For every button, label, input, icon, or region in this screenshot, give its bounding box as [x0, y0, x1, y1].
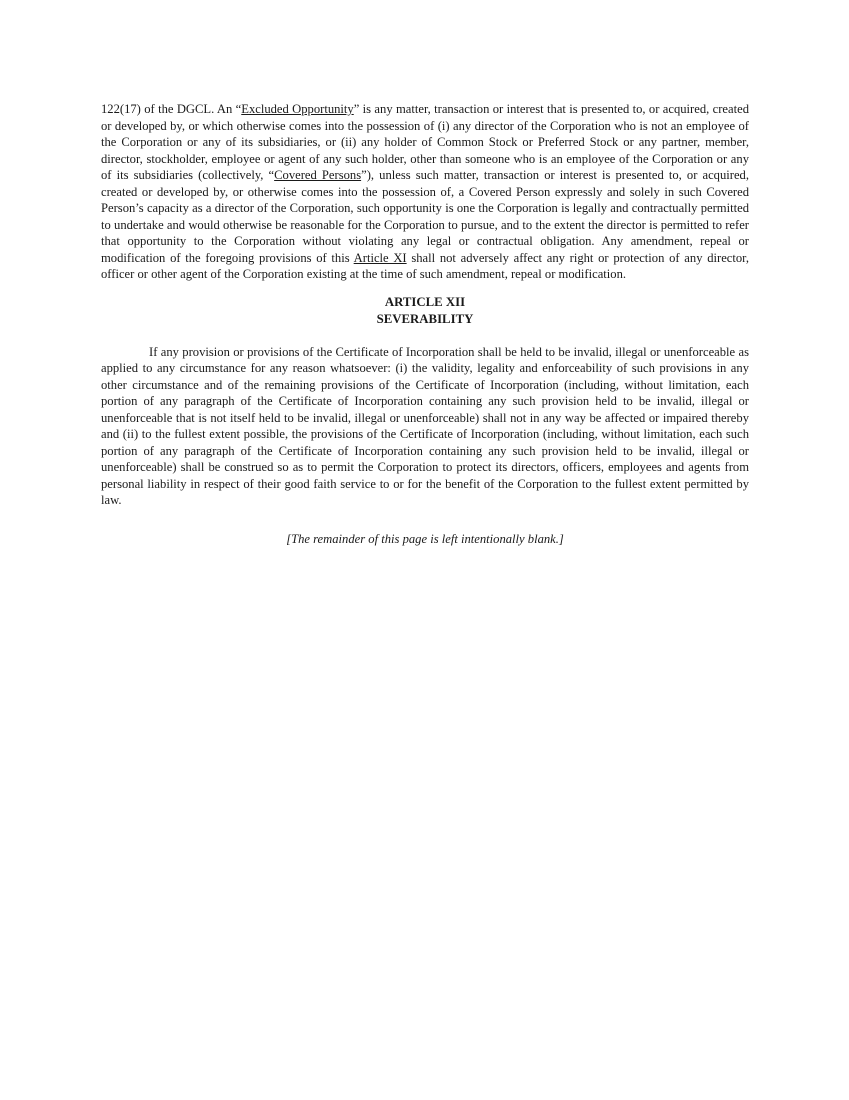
severability-paragraph: If any provision or provisions of the Certificate of Incorporation shall be held to be invalid, illegal or unenforceable as applied to any circumstance for any reason whatsoever: (i) the validity, legality and enforceability of such provisions in any other circumstance and of the remaining provisions of the Certificate of Incorporation (including, without limitation, each portion of any paragraph of the Certificate of Incorporation containing any such provision held to be invalid, illegal or unenforceable that is not itself held to be invalid, illegal or unenforceable) shall not in any way be affected or impaired thereby and (ii) to the fullest extent possible, the provisions of the Certificate of Incorporation (including, without limitation, each such portion of any paragraph of the Certificate of Incorporation containing any such provision held to be invalid, illegal or unenforceable) shall be construed so as to permit the Corporation to protect its directors, officers, employees and agents from personal liability in respect of their good faith service to or for the benefit of the Corporation to the fullest extent permitted by law.	[101, 344, 749, 507]
article-number: ARTICLE XII	[384, 294, 466, 309]
excluded-opportunity-term: Excluded Opportunity	[241, 102, 354, 116]
text-segment: shall not adversely affect any right or protection of any director, officer or other agent of the Corporation existing at the time of such amendment, repeal or modification.	[101, 250, 750, 281]
text-segment: 122(17) of the DGCL. An “	[101, 102, 242, 116]
document-page	[101, 101, 749, 560]
covered-persons-term: Covered Persons	[274, 168, 362, 182]
article-title: SEVERABILITY	[376, 311, 474, 326]
text-segment: ”), unless such matter, transaction or interest is presented to, or acquired, created or developed by, or otherwise comes into the possession of, a Covered Person expressly and solely in such Covered Person’s capacity as a director of the Corporation, such opportunity is one the Corporation is legally and contractually permitted to undertake and would otherwise be reasonable for the Corporation to pursue, and to the extent the director is permitted to refer that opportunity to the Corporation without violating any legal or contractual obligation. Any amendment, repeal or modification of the foregoing provisions of this	[101, 168, 749, 265]
article-xii-heading	[101, 294, 749, 328]
article-xi-reference: Article XI	[353, 250, 407, 265]
blank-page-note: [The remainder of this page is left intentionally blank.]	[286, 531, 564, 546]
text-segment: ” is any matter, transaction or interest that is presented to, or acquired, created or developed by, or which otherwise comes into the possession of (i) any director of the Corporation who is not an employee of the Corporation or any of its subsidiaries, or (ii) any holder of Common Stock or Preferred Stock or any partner, member, director, stockholder, employee or agent of any such holder, other than someone who is an employee of the Corporation or any of its subsidiaries (collectively, “	[101, 102, 749, 182]
article-xi-tail-paragraph	[101, 101, 749, 283]
